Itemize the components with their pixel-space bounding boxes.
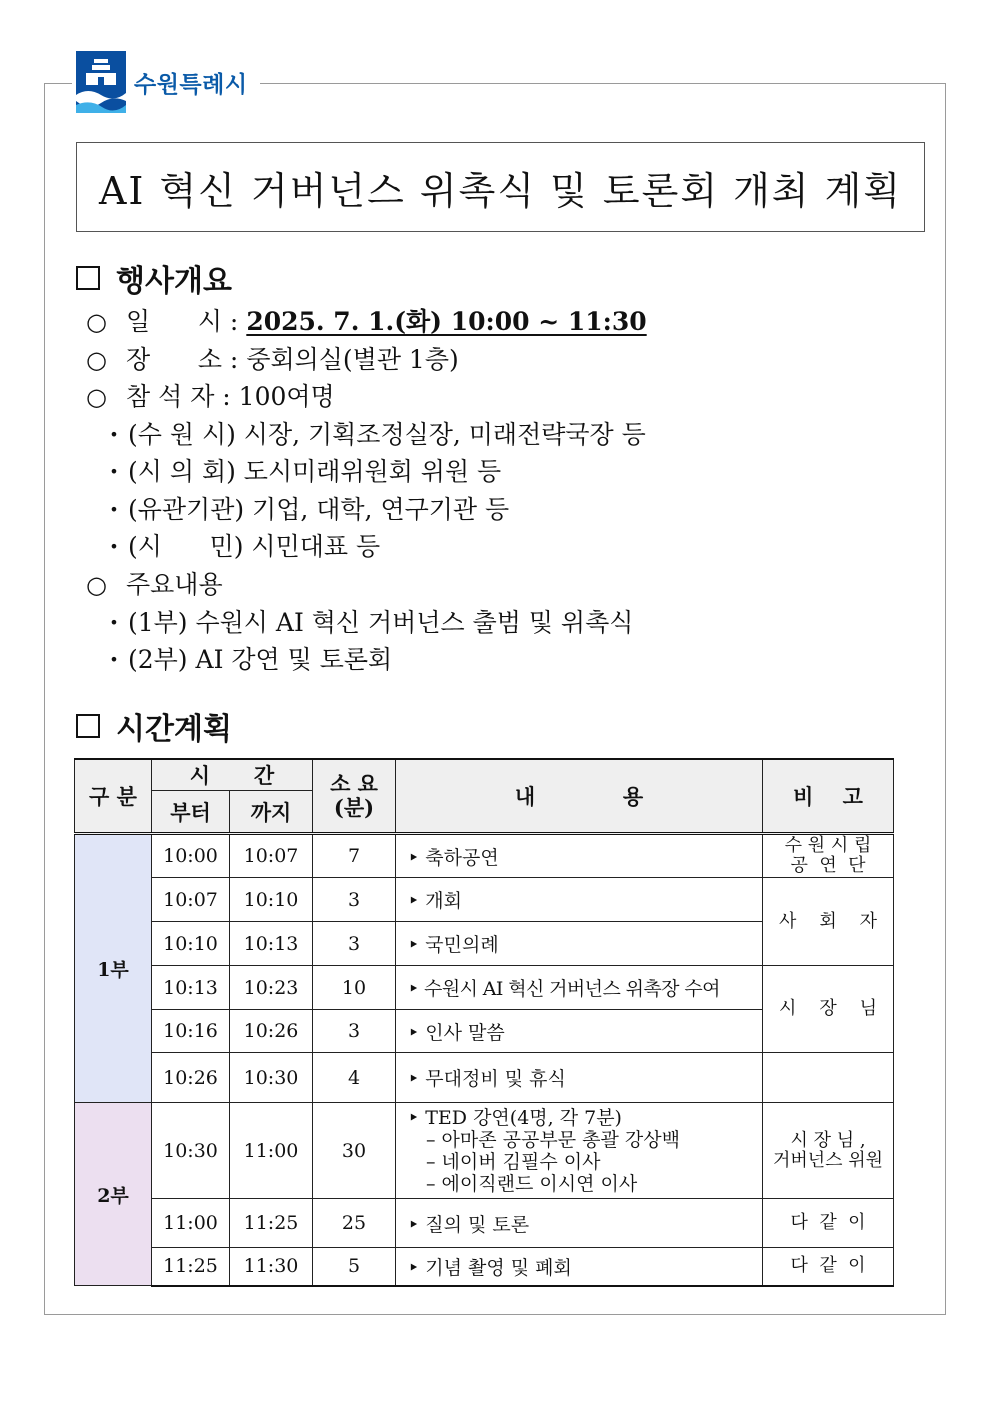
speaker-item: – 에이직랜드 이시연 이사	[426, 1172, 638, 1195]
square-bullet-icon	[76, 714, 100, 738]
dot-bullet-icon: ·	[109, 420, 119, 449]
cell-duration: 3	[313, 878, 396, 922]
table-row	[75, 1199, 894, 1248]
cell-to: 11:25	[230, 1199, 313, 1248]
cell-from: 10:13	[152, 966, 230, 1010]
table-row	[75, 834, 894, 878]
dot-bullet-icon: ·	[109, 645, 119, 674]
date-value: 2025. 7. 1.(화) 10:00 ~ 11:30	[246, 307, 647, 336]
dot-bullet-icon: ·	[109, 495, 119, 524]
table-row	[75, 1248, 894, 1286]
cell-to: 10:26	[230, 1010, 313, 1053]
attendee-item: · (유관기관) 기업, 대학, 연구기관 등	[100, 490, 509, 526]
cell-content: ‣ 질의 및 토론	[396, 1199, 763, 1248]
place-line: ○ 장 소 : 중회의실(별관 1층)	[86, 345, 459, 374]
cell-note: 시 장 님	[763, 966, 894, 1053]
header-to: 까지	[230, 791, 313, 834]
dot-bullet-icon: ·	[109, 457, 119, 486]
attendee-item: · (시 민) 시민대표 등	[100, 527, 380, 563]
cell-from: 10:30	[152, 1103, 230, 1199]
cell-from: 11:00	[152, 1199, 230, 1248]
dot-bullet-icon: ·	[109, 608, 119, 637]
cell-content: ‣ 무대정비 및 휴식	[396, 1053, 763, 1103]
cell-duration: 3	[313, 1010, 396, 1053]
cell-duration: 3	[313, 922, 396, 966]
cell-note: 사 회 자	[763, 878, 894, 966]
cell-from: 10:07	[152, 878, 230, 922]
schedule-heading	[76, 704, 232, 748]
cell-duration: 4	[313, 1053, 396, 1103]
schedule-table	[74, 758, 894, 1287]
schedule-heading-text: 시간계획	[116, 712, 232, 747]
cell-duration: 7	[313, 834, 396, 878]
header-division: 구 분	[75, 759, 152, 834]
cell-to: 10:10	[230, 878, 313, 922]
circle-bullet-icon: ○	[86, 571, 107, 599]
table-row	[75, 1103, 894, 1199]
logo-text: 수원특례시	[134, 71, 248, 98]
attendee-item: · (시 의 회) 도시미래위원회 위원 등	[100, 452, 501, 488]
cell-content: ‣ 축하공연	[396, 834, 763, 878]
overview-heading	[76, 256, 232, 300]
cell-duration: 25	[313, 1199, 396, 1248]
cell-to: 10:23	[230, 966, 313, 1010]
header-content: 내 용	[396, 759, 763, 834]
logo	[72, 50, 260, 114]
title-box	[76, 142, 925, 232]
cell-content: ‣ 국민의례	[396, 922, 763, 966]
table-row	[75, 1053, 894, 1103]
cell-content: ‣ 기념 촬영 및 폐회	[396, 1248, 763, 1286]
attendees-line: ○ 참 석 자 : 100여명	[86, 382, 335, 411]
cell-from: 10:26	[152, 1053, 230, 1103]
main-content-line: ○ 주요내용	[86, 570, 223, 599]
cell-from: 10:16	[152, 1010, 230, 1053]
main-item: · (2부) AI 강연 및 토론회	[100, 640, 392, 676]
table-row	[75, 966, 894, 1010]
header-note: 비 고	[763, 759, 894, 834]
cell-from: 10:00	[152, 834, 230, 878]
cell-content: ‣ 개회	[396, 878, 763, 922]
circle-bullet-icon: ○	[86, 308, 107, 336]
page-title: AI 혁신 거버넌스 위촉식 및 토론회 개최 계획	[98, 168, 903, 213]
table-row	[75, 878, 894, 922]
header-duration: 소 요 (분)	[313, 759, 396, 834]
date-line: ○ 일 시 : 2025. 7. 1.(화) 10:00 ~ 11:30	[86, 307, 647, 336]
suwon-logo-icon	[76, 51, 126, 113]
cell-duration: 5	[313, 1248, 396, 1286]
main-item: · (1부) 수원시 AI 혁신 거버넌스 출범 및 위촉식	[100, 603, 633, 639]
cell-note: 수 원 시 립 공 연 단	[763, 834, 894, 878]
attendees-value: 100여명	[238, 382, 335, 411]
overview-heading-text: 행사개요	[116, 264, 232, 299]
cell-to: 11:30	[230, 1248, 313, 1286]
dot-bullet-icon: ·	[109, 532, 119, 561]
circle-bullet-icon: ○	[86, 383, 107, 411]
cell-content: ‣ 인사 말씀	[396, 1010, 763, 1053]
cell-note: 다 같 이	[763, 1199, 894, 1248]
header-time: 시 간	[152, 759, 313, 791]
cell-duration: 10	[313, 966, 396, 1010]
attendee-item: · (수 원 시) 시장, 기획조정실장, 미래전략국장 등	[100, 415, 646, 451]
part-1-label: 1부	[75, 834, 152, 1103]
cell-from: 11:25	[152, 1248, 230, 1286]
cell-to: 10:13	[230, 922, 313, 966]
cell-note: 다 같 이	[763, 1248, 894, 1286]
header-from: 부터	[152, 791, 230, 834]
cell-to: 10:07	[230, 834, 313, 878]
cell-note	[763, 1053, 894, 1103]
cell-content: ‣ TED 강연(4명, 각 7분) – 아마존 공공부문 총괄 강상백 – 네이버 김필수 이사 – 에이직랜드 이시연 이사	[396, 1103, 763, 1199]
place-value: 중회의실(별관 1층)	[246, 345, 459, 374]
part-2-label: 2부	[75, 1103, 152, 1286]
speaker-item: – 네이버 김필수 이사	[426, 1150, 601, 1173]
speaker-item: – 아마존 공공부문 총괄 강상백	[426, 1128, 680, 1151]
circle-bullet-icon: ○	[86, 346, 107, 374]
cell-note: 시 장 님 , 거버넌스 위원	[763, 1103, 894, 1199]
cell-to: 11:00	[230, 1103, 313, 1199]
cell-to: 10:30	[230, 1053, 313, 1103]
cell-duration: 30	[313, 1103, 396, 1199]
cell-content: ‣ 수원시 AI 혁신 거버넌스 위촉장 수여	[396, 966, 763, 1010]
cell-from: 10:10	[152, 922, 230, 966]
square-bullet-icon	[76, 266, 100, 290]
